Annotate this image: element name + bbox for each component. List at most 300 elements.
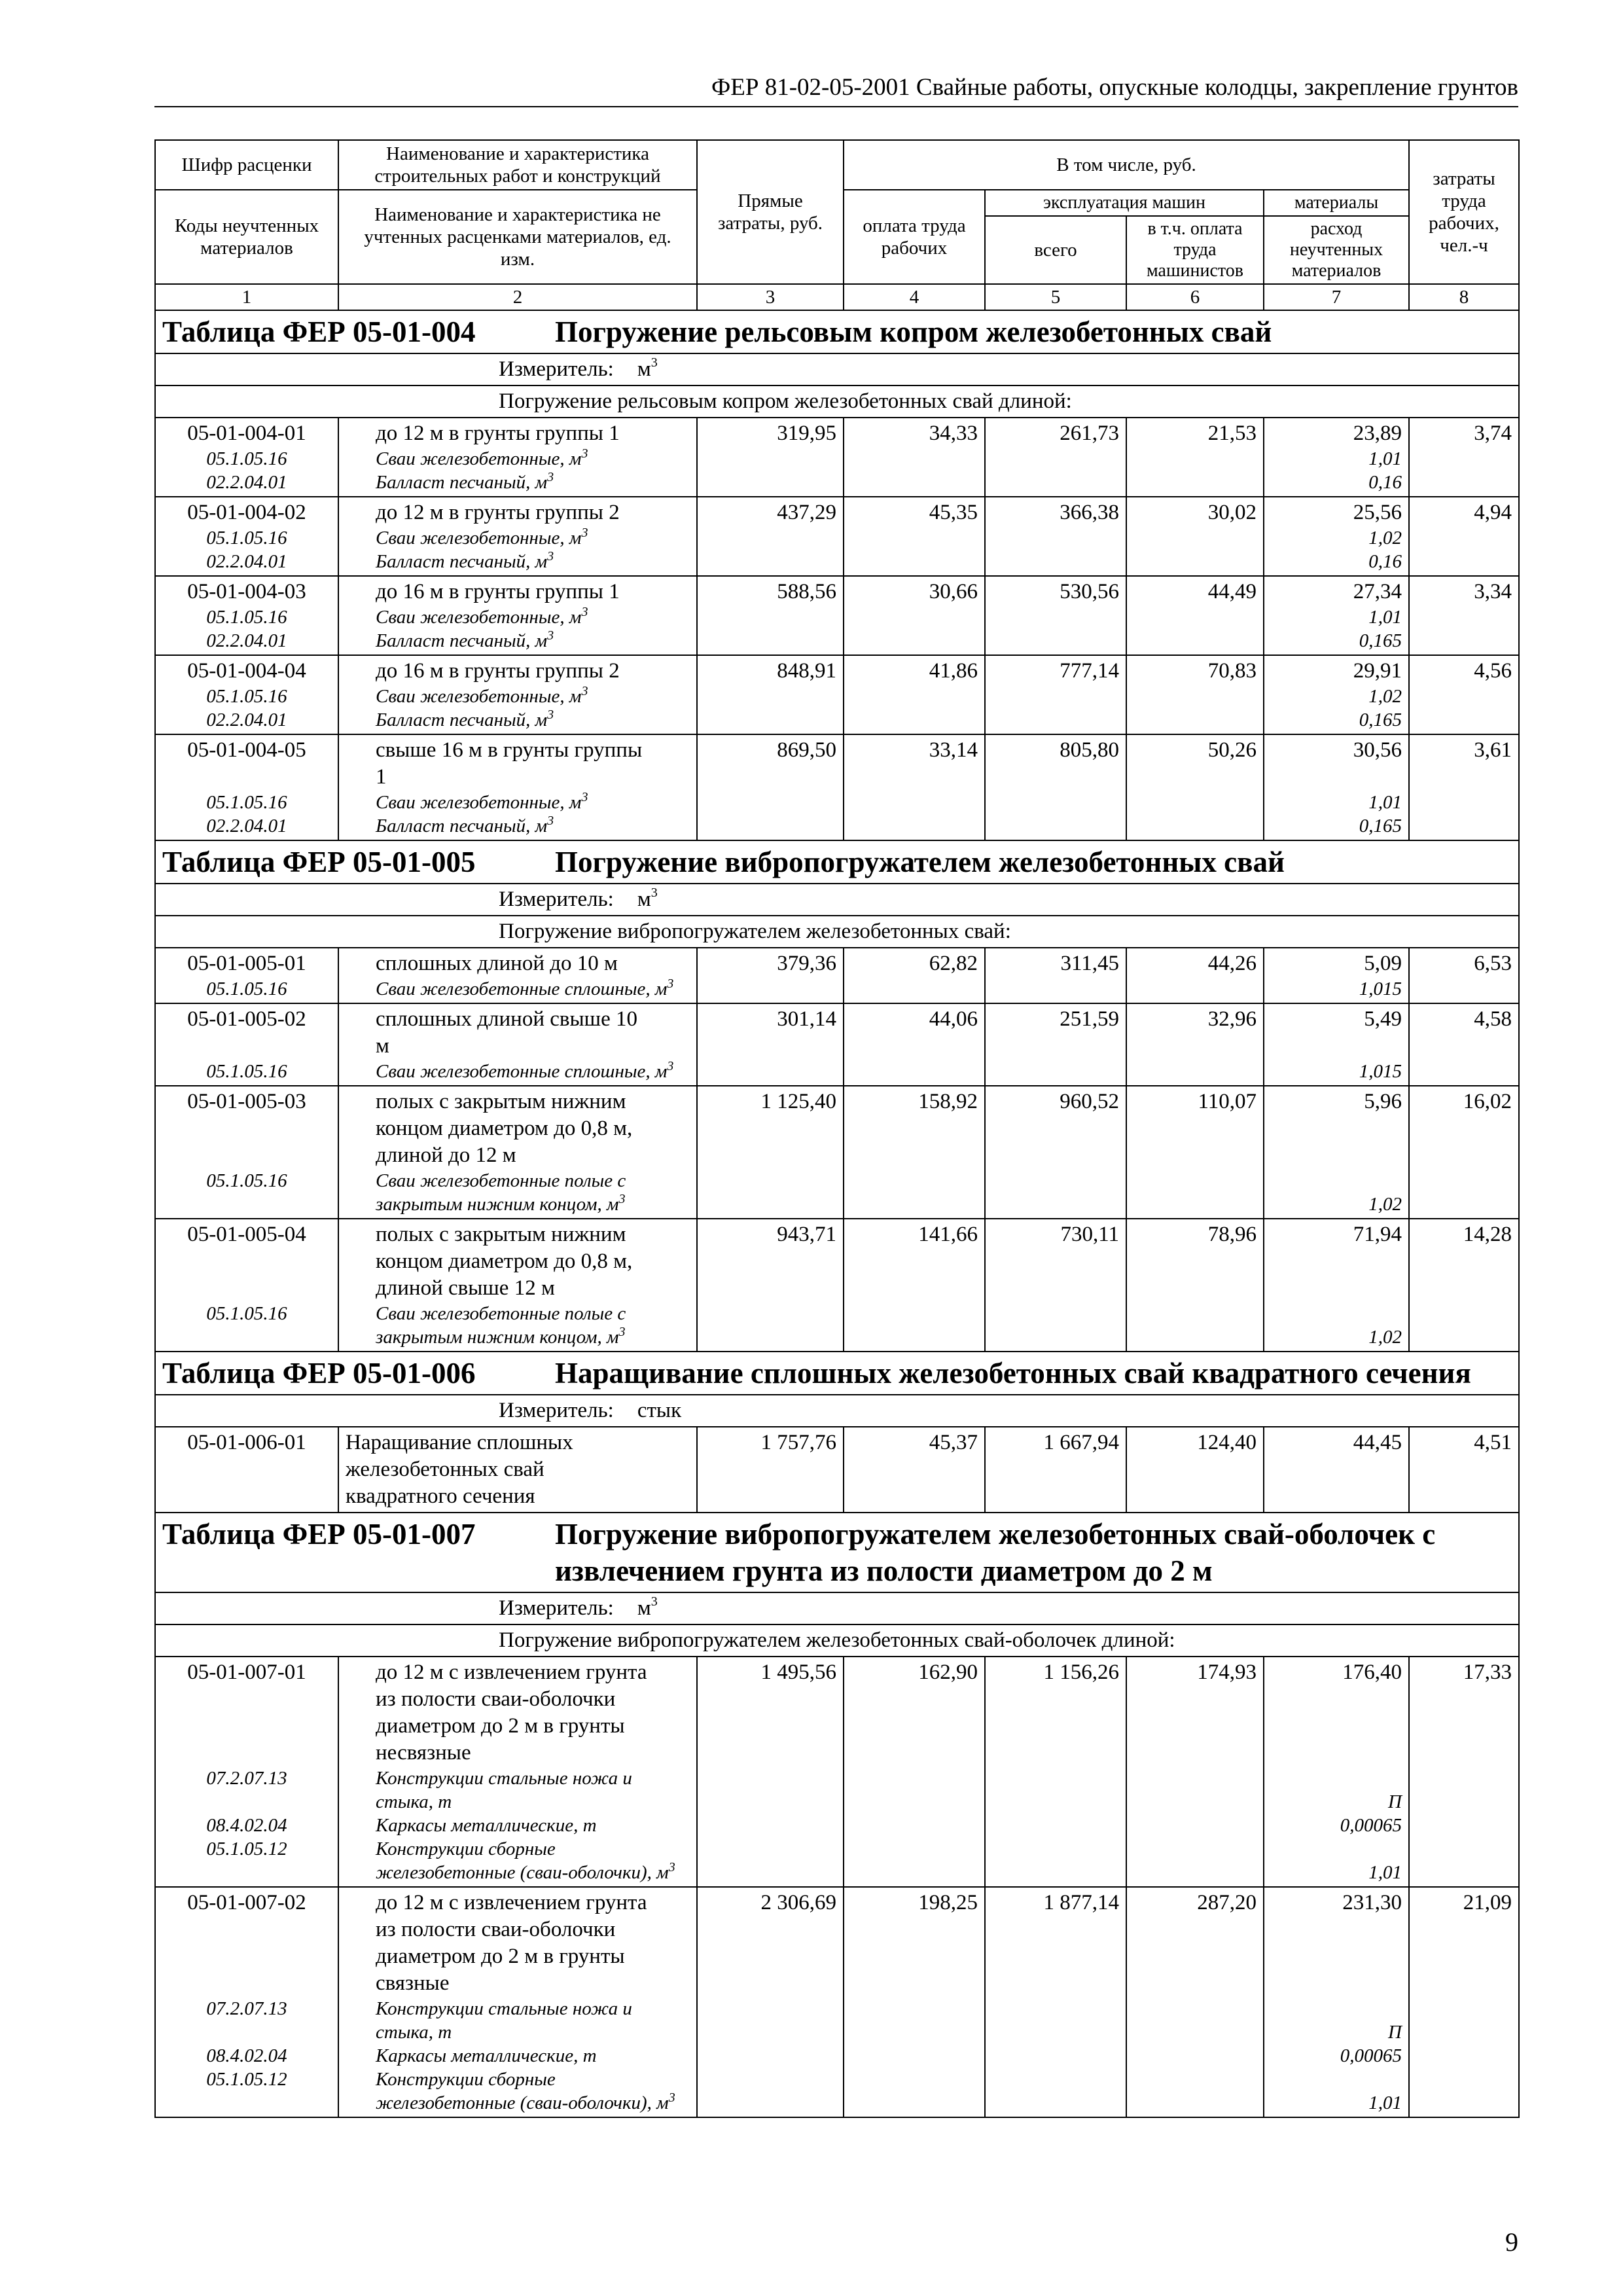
value-direct: 319,95 [697,418,844,497]
material-name [376,447,690,471]
spacer [1271,1740,1402,1767]
th-machines-total: всего [985,216,1126,284]
value-machpay: 32,96 [1126,1003,1264,1086]
rate-desc-line: диаметром до 2 м в грунты [376,1945,625,1968]
spacer [1271,1943,1402,1970]
th-missing-names: Наименование и характеристика не учтенных расценками материалов, ед. изм. [338,190,697,284]
rate-desc-cell [338,497,697,576]
material-name [376,1060,690,1083]
material-name [376,550,690,573]
material-name-cont [376,1325,690,1349]
rate-desc-line: связные [376,1971,450,1995]
page-number: 9 [1505,2227,1518,2257]
intro-row [155,1624,1519,1657]
rate-desc-line: до 16 м в грунты группы 1 [376,580,620,603]
spacer [162,764,331,791]
material-code: 02.2.04.01 [206,709,287,730]
spacer [162,1861,331,1884]
value-mat: 71,94 [1353,1223,1402,1246]
rate-desc-line: железобетонных свай [346,1458,544,1481]
value-mat: 27,34 [1353,580,1402,603]
material-qty: 0,165 [1359,630,1402,651]
measure-row [155,1592,1519,1624]
value-pay: 62,82 [844,948,985,1003]
rate-desc-line: длиной свыше 12 м [376,1276,555,1300]
value-mach: 960,52 [985,1086,1126,1219]
rate-code: 05-01-004-04 [187,659,306,683]
value-labor: 4,56 [1409,655,1519,734]
unit-sup: 3 [581,790,588,804]
running-header [154,71,1518,105]
material-name-text: Каркасы металлические, т [376,1815,597,1836]
table-row [155,655,1519,734]
rate-desc-cell [338,734,697,840]
section-intro: Погружение вибропогружателем железобетонных свай-оболочек длиной: [155,1624,1519,1657]
material-qty: 1,02 [1368,1327,1402,1348]
value-pay: 30,66 [844,576,985,655]
materials-cell [1264,1657,1409,1887]
material-name-text: Каркасы металлические, т [376,2045,597,2066]
rate-desc-line: полых с закрытым нижним [376,1090,626,1113]
table-row [155,1887,1519,2117]
rate-code-cell [155,655,338,734]
rate-code-cell [155,576,338,655]
spacer [162,1115,331,1142]
rate-code-cell [155,1003,338,1086]
rate-code: 05-01-005-03 [187,1090,306,1113]
th-incl: В том числе, руб. [844,140,1409,190]
value-mach: 261,73 [985,418,1126,497]
material-name-tail: железобетонные (сваи-оболочки), м [376,1862,669,1883]
material-qty: 0,165 [1359,816,1402,836]
material-name: Сваи железобетонные полые с [376,1170,626,1191]
value-direct: 1 125,40 [697,1086,844,1219]
spacer [1271,1248,1402,1275]
value-direct: 869,50 [697,734,844,840]
material-qty: 1,01 [1368,792,1402,813]
spacer [162,1142,331,1169]
rate-code: 05-01-006-01 [187,1431,306,1454]
material-code: 07.2.07.13 [206,1998,287,2019]
materials-cell [1264,576,1409,655]
measure-value [637,1595,658,1622]
intro-row [155,386,1519,418]
th-materials-use: расход неучтенных материалов [1264,216,1409,284]
measure-value [637,356,658,383]
rate-code-cell [155,497,338,576]
unit-sup: 3 [618,1192,626,1206]
unit-sup: 3 [547,628,554,643]
value-direct: 379,36 [697,948,844,1003]
value-direct: 301,14 [697,1003,844,1086]
rate-desc-line: до 12 м в грунты группы 2 [376,501,620,524]
spacer [1271,764,1402,791]
col-num: 3 [697,284,844,310]
rate-code-cell [155,948,338,1003]
rate-desc-line: концом диаметром до 0,8 м, [376,1117,633,1140]
material-name: Конструкции стальные ножа и [376,1768,632,1789]
rate-desc-line: до 12 м с извлечением грунта [376,1660,647,1684]
value-labor: 3,34 [1409,576,1519,655]
material-name: Сваи железобетонные полые с [376,1303,626,1324]
value-labor: 3,61 [1409,734,1519,840]
value-labor: 3,74 [1409,418,1519,497]
value-direct: 1 495,56 [697,1657,844,1887]
value-pay: 198,25 [844,1887,985,2117]
rate-code: 05-01-005-01 [187,952,306,975]
spacer [162,1193,331,1216]
value-mach: 1 667,94 [985,1427,1126,1513]
unit-sup: 3 [581,605,588,619]
header-rule [154,106,1518,107]
material-code: 05.1.05.12 [206,1839,287,1859]
spacer [162,1740,331,1767]
measure-unit: м [637,1596,651,1620]
section-heading [155,310,1519,353]
th-labor: затраты труда рабочих, чел.-ч [1409,140,1519,284]
section-title: Погружение рельсовым копром железобетонных свай [555,315,1272,348]
spacer [162,1325,331,1349]
measure-unit: м [637,357,651,381]
material-qty: 1,02 [1368,1194,1402,1215]
value-machpay: 287,20 [1126,1887,1264,2117]
value-mat: 23,89 [1353,422,1402,445]
value-machpay: 44,49 [1126,576,1264,655]
spacer [162,1970,331,1997]
material-code: 02.2.04.01 [206,472,287,493]
section-heading [155,1352,1519,1395]
material-qty: П [1388,2022,1402,2043]
measure-value [637,1397,681,1424]
material-name-tail: стыка, т [376,1791,452,1812]
table-row [155,948,1519,1003]
spacer [1271,1275,1402,1302]
rate-desc-line: Наращивание сплошных [346,1431,573,1454]
th-direct: Прямые затраты, руб. [697,140,844,284]
value-direct: 437,29 [697,497,844,576]
rate-desc-cell [338,1219,697,1352]
material-name-text: Сваи железобетонные, м [376,792,582,813]
value-pay: 44,06 [844,1003,985,1086]
rate-code: 05-01-005-02 [187,1007,306,1031]
spacer [1271,1767,1402,1790]
rate-desc-line: сплошных длиной свыше 10 [376,1007,637,1031]
measure-row [155,884,1519,916]
material-name-tail: закрытым нижним концом, м [376,1327,619,1348]
materials-cell [1264,655,1409,734]
col-num: 6 [1126,284,1264,310]
measure-unit-sup: 3 [651,355,658,370]
material-code: 08.4.02.04 [206,1815,287,1836]
value-pay: 34,33 [844,418,985,497]
section-code: Таблица ФЕР 05-01-006 [162,1357,476,1390]
value-mat: 5,96 [1364,1090,1402,1113]
table-header [155,140,1519,310]
unit-sup: 3 [581,446,588,461]
rate-desc-line: концом диаметром до 0,8 м, [376,1249,633,1273]
material-name-text: Сваи железобетонные, м [376,607,582,628]
value-mach: 311,45 [985,948,1126,1003]
table-row [155,1657,1519,1887]
rate-desc-line: несвязные [376,1741,471,1765]
material-name-cont [376,1790,690,1814]
material-code: 05.1.05.16 [206,792,287,813]
value-mach: 1 156,26 [985,1657,1126,1887]
material-qty: 1,01 [1368,1862,1402,1883]
material-qty: 1,015 [1359,978,1402,999]
rate-desc-line: до 12 м в грунты группы 1 [376,422,620,445]
rate-desc-line: из полости сваи-оболочки [376,1918,616,1941]
spacer [1271,1033,1402,1060]
material-qty: 0,00065 [1340,2045,1402,2066]
material-name [376,977,690,1001]
th-missing-codes: Коды неучтенных материалов [155,190,338,284]
material-name-text: Балласт песчаный, м [376,551,548,572]
value-machpay: 50,26 [1126,734,1264,840]
materials-cell [1264,418,1409,497]
material-name-cont [376,2091,690,2115]
material-code: 05.1.05.16 [206,686,287,707]
spacer [162,1713,331,1740]
value-pay: 162,90 [844,1657,985,1887]
material-qty: 1,01 [1368,448,1402,469]
rate-desc-cell [338,948,697,1003]
rate-desc-cell [338,576,697,655]
rate-code: 05-01-004-01 [187,422,306,445]
section-title: Наращивание сплошных железобетонных свай квадратного сечения [555,1357,1471,1390]
spacer [162,2020,331,2044]
running-header-title: ФЕР 81-02-05-2001 Свайные работы, опускные колодцы, закрепление грунтов [711,74,1518,101]
col-num: 1 [155,284,338,310]
material-code: 05.1.05.16 [206,607,287,628]
value-direct: 943,71 [697,1219,844,1352]
value-mat: 25,56 [1353,501,1402,524]
th-machinists-pay: в т.ч. оплата труда машинистов [1126,216,1264,284]
table-row [155,1003,1519,1086]
material-qty: 0,00065 [1340,1815,1402,1836]
material-qty: 1,015 [1359,1061,1402,1082]
value-direct: 848,91 [697,655,844,734]
section-code: Таблица ФЕР 05-01-007 [162,1518,476,1551]
materials-cell [1264,1427,1409,1513]
material-name-cont [376,2020,690,2044]
material-code: 05.1.05.16 [206,1061,287,1082]
value-mat: 176,40 [1342,1660,1402,1684]
spacer [1271,1483,1402,1510]
measure-cell [155,1395,1519,1427]
value-mat: 30,56 [1353,738,1402,762]
value-labor: 14,28 [1409,1219,1519,1352]
measure-unit: м [637,888,651,911]
material-qty: 0,16 [1368,551,1402,572]
value-machpay: 70,83 [1126,655,1264,734]
rate-desc-line: из полости сваи-оболочки [376,1687,616,1711]
material-name [376,629,690,653]
measure-value [637,886,658,913]
value-machpay: 30,02 [1126,497,1264,576]
material-name-cont [376,1861,690,1884]
value-direct: 1 757,76 [697,1427,844,1513]
table-row [155,1086,1519,1219]
material-qty: 0,165 [1359,709,1402,730]
table-row [155,1219,1519,1352]
section-title-row [155,1352,1519,1395]
value-pay: 41,86 [844,655,985,734]
unit-sup: 3 [618,1325,626,1339]
rate-code-cell [155,418,338,497]
unit-sup: 3 [547,549,554,564]
value-mat: 5,49 [1364,1007,1402,1031]
unit-sup: 3 [547,814,554,828]
materials-cell [1264,734,1409,840]
unit-sup: 3 [581,684,588,698]
th-machines: эксплуатация машин [985,190,1264,216]
unit-sup: 3 [668,2090,675,2105]
material-name-text: Балласт песчаный, м [376,472,548,493]
measure-row [155,353,1519,386]
measure-label: Измеритель: [499,1399,614,1422]
section-code: Таблица ФЕР 05-01-004 [162,315,476,348]
material-code: 02.2.04.01 [206,816,287,836]
measure-unit-sup: 3 [651,886,658,900]
value-machpay: 110,07 [1126,1086,1264,1219]
intro-row [155,916,1519,948]
spacer [162,1686,331,1713]
material-name-tail: стыка, т [376,2022,452,2043]
material-code: 05.1.05.16 [206,978,287,999]
material-name [376,685,690,708]
material-name [376,814,690,838]
measure-label: Измеритель: [499,357,614,381]
col-num: 5 [985,284,1126,310]
measure-label: Измеритель: [499,888,614,911]
col-num: 8 [1409,284,1519,310]
rate-code: 05-01-004-05 [187,738,306,762]
spacer [162,1456,331,1483]
materials-cell [1264,1086,1409,1219]
material-qty: 1,02 [1368,528,1402,548]
value-pay: 141,66 [844,1219,985,1352]
measure-row [155,1395,1519,1427]
rate-desc-cell [338,418,697,497]
material-code: 05.1.05.16 [206,1170,287,1191]
measure-cell [155,1592,1519,1624]
value-mach: 805,80 [985,734,1126,840]
value-labor: 16,02 [1409,1086,1519,1219]
value-direct: 588,56 [697,576,844,655]
rate-code: 05-01-005-04 [187,1223,306,1246]
spacer [1271,1142,1402,1169]
material-name-text: Сваи железобетонные, м [376,448,582,469]
section-heading [155,840,1519,884]
col-num: 7 [1264,284,1409,310]
spacer [162,1943,331,1970]
spacer [162,1033,331,1060]
section-title-row [155,310,1519,353]
material-code: 08.4.02.04 [206,2045,287,2066]
rate-code: 05-01-004-02 [187,501,306,524]
material-code: 07.2.07.13 [206,1768,287,1789]
section-intro: Погружение вибропогружателем железобетонных свай: [155,916,1519,948]
material-code: 05.1.05.16 [206,528,287,548]
material-qty: 0,16 [1368,472,1402,493]
spacer [162,2091,331,2115]
value-labor: 21,09 [1409,1887,1519,2117]
table-body [155,310,1519,2117]
material-name [376,1814,690,1837]
value-mat: 29,91 [1353,659,1402,683]
col-num: 4 [844,284,985,310]
material-qty: 1,01 [1368,607,1402,628]
section-title: Погружение вибропогружателем железобетонных свай [555,846,1285,878]
material-name: Конструкции сборные [376,1839,556,1859]
rate-desc-line: сплошных длиной до 10 м [376,952,618,975]
value-pay: 45,35 [844,497,985,576]
material-code: 02.2.04.01 [206,551,287,572]
table-row [155,734,1519,840]
spacer [1271,1997,1402,2020]
section-heading [155,1513,1519,1592]
rate-code-cell [155,1086,338,1219]
rate-desc-line: 1 [376,765,387,789]
materials-cell [1264,948,1409,1003]
rate-desc-line: до 12 м с извлечением грунта [376,1891,647,1914]
unit-sup: 3 [547,708,554,722]
material-name-text: Сваи железобетонные, м [376,528,582,548]
material-name-text: Сваи железобетонные, м [376,686,582,707]
value-mach: 1 877,14 [985,1887,1126,2117]
rate-desc-line: м [376,1034,389,1058]
rate-desc-cell [338,1003,697,1086]
material-name-text: Сваи железобетонные сплошные, м [376,978,668,999]
section-title: Погружение вибропогружателем железобетонных свай-оболочек с извлечением грунта из полости диаметром до 2 м [555,1518,1436,1587]
rate-code-cell [155,734,338,840]
rate-code-cell [155,1887,338,2117]
value-pay: 158,92 [844,1086,985,1219]
material-name: Конструкции сборные [376,2069,556,2090]
rate-desc-line: диаметром до 2 м в грунты [376,1714,625,1738]
spacer [162,1275,331,1302]
material-name [376,605,690,629]
th-name: Наименование и характеристика строительных работ и конструкций [338,140,697,190]
material-name [376,791,690,814]
table-row [155,576,1519,655]
rate-code: 05-01-007-02 [187,1891,306,1914]
materials-cell [1264,1003,1409,1086]
materials-cell [1264,1219,1409,1352]
table-row [155,1427,1519,1513]
spacer [162,1790,331,1814]
spacer [162,1916,331,1943]
spacer [162,1248,331,1275]
material-name-text: Балласт песчаный, м [376,709,548,730]
value-mat: 231,30 [1342,1891,1402,1914]
material-code: 02.2.04.01 [206,630,287,651]
value-labor: 6,53 [1409,948,1519,1003]
value-mach: 251,59 [985,1003,1126,1086]
material-name-tail: железобетонные (сваи-оболочки), м [376,2092,669,2113]
rate-desc-cell [338,1657,697,1887]
material-name [376,708,690,732]
material-name-cont [376,1193,690,1216]
value-pay: 33,14 [844,734,985,840]
rate-desc-cell [338,655,697,734]
spacer [1271,1713,1402,1740]
spacer [1271,1115,1402,1142]
rate-code: 05-01-004-03 [187,580,306,603]
rate-desc-line: свыше 16 м в грунты группы [376,738,643,762]
value-machpay: 44,26 [1126,948,1264,1003]
